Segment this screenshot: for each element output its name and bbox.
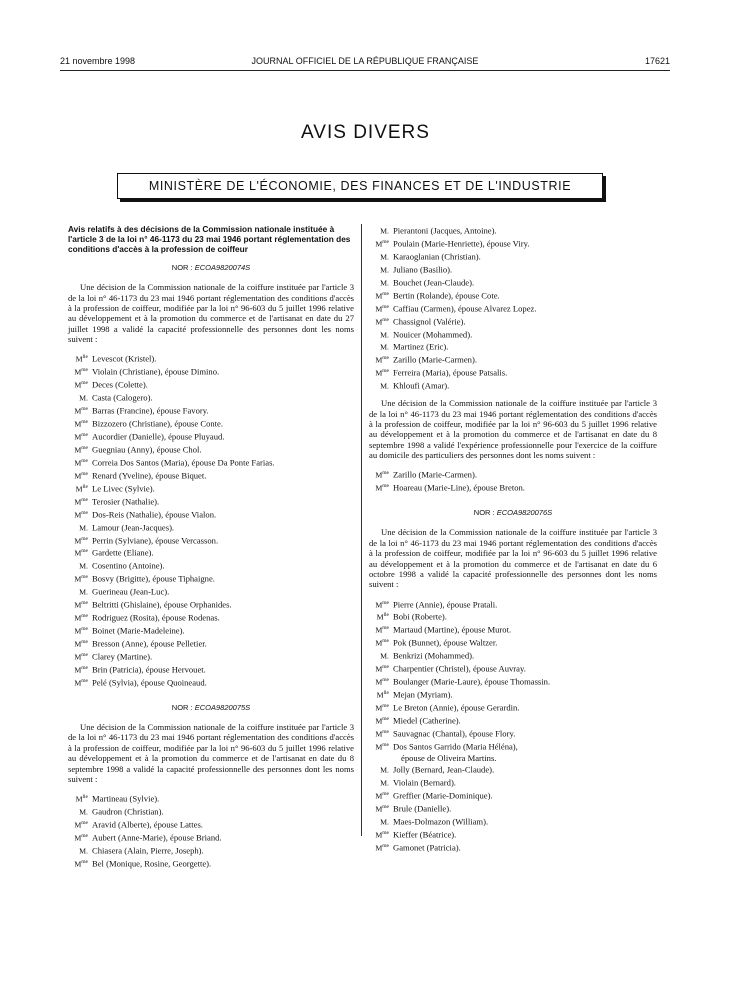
person-name: Dos-Reis (Nathalie), épouse Vialon. [92, 509, 217, 520]
person-name: Martaud (Martine), épouse Murot. [393, 625, 512, 635]
person-name: Perrin (Sylviane), épouse Vercasson. [92, 535, 219, 546]
civility-title: $M^{me}$ [375, 842, 389, 853]
civility-title: M. [380, 265, 389, 275]
civility-title: $M^{lle}$ [75, 483, 88, 494]
civility-title: $M^{me}$ [74, 419, 88, 429]
nor-reference-1: NOR : ECOA9820074S [171, 263, 251, 272]
person-name: Bertin (Rolande), épouse Cote. [393, 290, 500, 301]
civility-title: $M^{me}$ [375, 483, 389, 493]
name-list-4 [369, 598, 657, 854]
civility-title: $M^{me}$ [74, 432, 88, 442]
civility-title: M. [380, 778, 389, 788]
list-item [68, 831, 354, 844]
civility-title: $M^{lle}$ [75, 794, 88, 804]
civility-title: M. [79, 587, 88, 597]
decision-text-1: Une décision de la Commission nationale de la coiffure instituée par l'article 3 de la loi n° 46-1173 du 23 mai 1946 portant réglementation des conditions d'accès à la profession de coiffeur, modifiée par la loi n° 96-603 du 5 juillet 1996 relative au développement et à la promotion du commerce et de l'artisanat en date du 27 juillet 1998 a validé la capacité professionnelle des personnes dont les noms suivent : [68, 282, 354, 345]
person-name: Renard (Yveline), épouse Biquet. [92, 470, 207, 481]
list-item [369, 353, 657, 366]
list-item [369, 468, 657, 481]
person-name: Mejan (Myriam). [393, 689, 453, 700]
person-name: Pok (Bunnet), épouse Waltzer. [393, 637, 498, 648]
ministry-box: MINISTÈRE DE L'ÉCONOMIE, DES FINANCES ET DE L'INDUSTRIE [117, 173, 603, 199]
civility-title: M. [380, 252, 389, 262]
civility-title: $M^{me}$ [74, 613, 88, 623]
civility-title: M. [79, 562, 88, 571]
list-item [68, 650, 354, 663]
list-item [369, 263, 657, 276]
civility-title: M. [380, 381, 389, 391]
civility-title: $M^{me}$ [375, 791, 389, 801]
civility-title: M. [380, 817, 389, 827]
list-item [369, 802, 657, 815]
list-item [68, 378, 354, 391]
civility-title: $M^{me}$ [375, 728, 389, 739]
journal-title: JOURNAL OFFICIEL DE LA RÉPUBLIQUE FRANÇAISE [251, 56, 479, 66]
list-item [369, 224, 657, 237]
person-name: Bresson (Anne), épouse Pelletier. [92, 638, 207, 649]
list-item [68, 391, 354, 404]
person-name: Hoareau (Marie-Line), épouse Breton. [393, 482, 525, 493]
list-item [369, 714, 657, 727]
civility-title: $M^{me}$ [375, 599, 389, 610]
person-name: Chassignol (Valérie). [393, 316, 466, 327]
person-name: Benkrizi (Mohammed). [393, 650, 475, 661]
civility-title: M. [380, 651, 389, 661]
list-item [369, 379, 657, 392]
civility-title: $M^{me}$ [74, 406, 88, 416]
civility-title: M. [79, 523, 88, 533]
decision-text-3: Une décision de la Commission nationale de la coiffure instituée par l'article 3 de la loi n° 46-1173 du 23 mai 1946 portant réglementation des conditions d'accès à la profession de coiffeur, modifiée par la loi n° 96-603 du 5 juillet 1996 relative au développement et à la promotion du commerce et de l'artisanat en date du 8 septembre 1998 a validé l'expérience professionnelle pour l'exercice de la coiffure au domicile des particuliers des personnes dont les noms suivent : [369, 398, 657, 460]
list-item [369, 250, 657, 263]
civility-title: $M^{me}$ [375, 829, 389, 840]
person-name: Aubert (Anne-Marie), épouse Briand. [92, 832, 222, 843]
person-name: Casta (Calogero). [92, 392, 153, 403]
person-name: Karaoglanian (Christian). [393, 251, 481, 262]
civility-title: $M^{me}$ [375, 355, 389, 365]
civility-title: $M^{me}$ [74, 626, 88, 636]
list-item [68, 469, 354, 482]
person-name: Aravid (Alberte), épouse Lattes. [92, 819, 203, 830]
person-name: Le Breton (Annie), épouse Gerardin. [393, 702, 520, 713]
list-item [369, 740, 657, 753]
list-item [369, 727, 657, 740]
person-name: Khloufi (Amar). [393, 380, 450, 391]
civility-title: $M^{me}$ [74, 496, 88, 507]
list-item [369, 828, 657, 841]
list-item [369, 610, 657, 623]
civility-title: $M^{me}$ [375, 625, 389, 635]
person-name: Pierre (Annie), épouse Pratali. [393, 599, 498, 610]
list-item [68, 663, 354, 676]
name-list-1 [68, 352, 354, 688]
list-item [369, 289, 657, 302]
list-item [68, 456, 354, 469]
list-item [68, 482, 354, 495]
column-divider [361, 224, 362, 836]
list-item [369, 815, 657, 828]
civility-title: $M^{me}$ [375, 677, 389, 687]
person-name: Rodriguez (Rosita), épouse Rodenas. [92, 612, 220, 623]
civility-title: M. [79, 807, 88, 817]
list-item [68, 352, 354, 365]
person-name: Clarey (Martine). [92, 651, 153, 662]
civility-title: $M^{me}$ [74, 535, 88, 546]
list-item [68, 534, 354, 547]
list-item [68, 624, 354, 637]
civility-title: $M^{me}$ [375, 470, 389, 480]
civility-title: $M^{me}$ [375, 703, 389, 713]
list-item [369, 789, 657, 802]
person-name: Kieffer (Béatrice). [393, 829, 457, 840]
person-name: Nouicer (Mohammed). [393, 329, 473, 340]
list-item [68, 559, 354, 572]
issue-date: 21 novembre 1998 [60, 56, 136, 66]
civility-title: $M^{me}$ [74, 457, 88, 468]
person-name: Pelé (Sylvia), épouse Quoineaud. [92, 677, 207, 688]
person-name: Greffier (Marie-Dominique). [393, 790, 493, 801]
person-name: Le Livec (Sylvie). [92, 483, 155, 494]
list-item [369, 315, 657, 328]
person-name: Brule (Danielle). [393, 803, 452, 814]
civility-title: $M^{me}$ [375, 638, 389, 648]
list-item [68, 508, 354, 521]
person-name: Violain (Bernard). [393, 777, 456, 788]
civility-title: $M^{me}$ [375, 316, 389, 327]
person-name: Chiasera (Alain, Pierre, Joseph). [92, 845, 204, 856]
list-item [369, 623, 657, 636]
person-name: Guegniau (Anny), épouse Chol. [92, 444, 202, 455]
nor-reference-2: NOR : ECOA9820075S [171, 702, 251, 712]
list-item [68, 404, 354, 417]
list-item [68, 637, 354, 650]
list-item [68, 443, 354, 456]
person-name: Juliano (Basilio). [393, 264, 453, 275]
person-name: Levescot (Kristel). [92, 354, 157, 364]
civility-title: $M^{lle}$ [376, 612, 389, 623]
list-item [68, 857, 354, 870]
civility-title: $M^{me}$ [74, 858, 88, 869]
list-item [68, 818, 354, 831]
civility-title: $M^{me}$ [74, 470, 88, 481]
list-item [68, 495, 354, 508]
civility-title: $M^{me}$ [74, 380, 88, 390]
list-item [369, 276, 657, 289]
person-name: Miedel (Catherine). [393, 715, 461, 726]
list-item [68, 585, 354, 598]
list-item [369, 649, 657, 662]
person-name: Bosvy (Brigitte), épouse Tiphaigne. [92, 573, 215, 584]
person-name: Deces (Colette). [92, 379, 148, 390]
list-item [68, 676, 354, 689]
person-name: Bouchet (Jean-Claude). [393, 277, 475, 288]
civility-title: $M^{me}$ [74, 600, 88, 610]
civility-title: $M^{me}$ [375, 303, 389, 314]
person-name: Lamour (Jean-Jacques). [92, 522, 175, 533]
person-name: Correia Dos Santos (Maria), épouse Da Ponte Farias. [92, 457, 275, 468]
person-name: Terosier (Nathalie). [92, 496, 160, 507]
list-item [369, 763, 657, 776]
person-name: Bel (Monique, Rosine, Georgette). [92, 858, 212, 869]
person-name: Zarillo (Marie-Carmen). [393, 469, 477, 480]
list-item [369, 481, 657, 494]
list-item [68, 521, 354, 534]
civility-title: M. [79, 393, 88, 403]
header-rule [60, 70, 670, 71]
nor-reference-4: NOR : ECOA9820076S [473, 508, 553, 518]
person-name: Caffiau (Carmen), épouse Alvarez Lopez. [393, 303, 537, 314]
list-item [369, 841, 657, 854]
civility-title: $M^{me}$ [74, 367, 88, 377]
list-item [369, 340, 657, 353]
person-name: Brin (Patricia), épouse Hervouet. [92, 664, 206, 675]
person-name: Bobi (Roberte). [393, 612, 447, 623]
person-name: Zarillo (Marie-Carmen). [393, 354, 477, 365]
civility-title: $M^{lle}$ [75, 354, 88, 364]
person-name: Gardette (Eliane). [92, 548, 154, 559]
list-item [369, 598, 657, 611]
person-name: Gamonet (Patricia). [393, 842, 461, 853]
person-name: Cosentino (Antoine). [92, 561, 165, 571]
person-name: Barras (Francine), épouse Favory. [92, 405, 209, 416]
civility-title: $M^{me}$ [375, 368, 389, 378]
person-name: Martineau (Sylvie). [92, 793, 160, 804]
civility-title: M. [380, 226, 389, 236]
list-item [369, 302, 657, 315]
person-name: Maes-Dolmazon (William). [393, 816, 489, 827]
civility-title: M. [380, 343, 389, 353]
civility-title: M. [380, 765, 389, 775]
running-header [60, 56, 670, 70]
civility-title: $M^{lle}$ [376, 690, 389, 700]
decision-text-4: Une décision de la Commission nationale de la coiffure instituée par l'article 3 de la loi n° 46-1173 du 23 mai 1946 portant réglementation des conditions d'accès à la profession de coiffeur, modifiée par la loi n° 96-603 du 5 juillet 1996 relative au développement et à la promotion du commerce et de l'artisanat en date du 6 octobre 1998 a validé la capacité professionnelle des personnes dont les noms suivent : [369, 527, 657, 590]
civility-title: $M^{me}$ [74, 639, 88, 649]
civility-title: $M^{me}$ [375, 238, 389, 249]
person-name: Aucordier (Danielle), épouse Pluyaud. [92, 431, 225, 442]
person-name: Violain (Christiane), épouse Dimino. [92, 366, 220, 377]
person-name: Pierantoni (Jacques, Antoine). [393, 225, 497, 236]
list-item [369, 636, 657, 649]
list-item [369, 237, 657, 250]
person-name: Martinez (Eric). [393, 342, 449, 353]
name-list-2a [68, 792, 354, 870]
name-list-3 [369, 468, 657, 494]
list-item [68, 611, 354, 624]
civility-title: M. [380, 278, 389, 288]
person-name: Beltritti (Ghislaine), épouse Orphanides. [92, 599, 232, 610]
civility-title: $M^{me}$ [74, 509, 88, 520]
list-item [68, 365, 354, 378]
article-title: Avis relatifs à des décisions de la Commission nationale instituée à l'article 3 de la loi n° 46-1173 du 23 mai 1946 portant réglementation des conditions d'accès à la profession de coiffeur [68, 224, 351, 254]
person-name: Bizzozero (Christiane), épouse Conte. [92, 418, 224, 429]
civility-title: $M^{me}$ [375, 664, 389, 674]
page-number: 17621 [644, 56, 670, 66]
person-name: Dos Santos Garrido (Maria Héléna), [393, 741, 518, 752]
section-title: AVIS DIVERS [301, 122, 430, 143]
person-name: Jolly (Bernard, Jean-Claude). [393, 764, 495, 775]
list-item-continuation: épouse de Oliveira Martins. [401, 752, 497, 763]
civility-title: $M^{me}$ [74, 820, 88, 830]
person-name: Poulain (Marie-Henriette), épouse Viry. [393, 238, 530, 249]
person-name: Charpentier (Christel), épouse Auvray. [393, 663, 526, 674]
civility-title: $M^{me}$ [375, 715, 389, 726]
list-item [369, 701, 657, 714]
civility-title: $M^{me}$ [74, 833, 88, 843]
list-item [68, 598, 354, 611]
left-column [68, 224, 354, 870]
list-item [369, 366, 657, 379]
civility-title: $M^{me}$ [74, 664, 88, 675]
civility-title: M. [380, 330, 389, 340]
civility-title: M. [79, 846, 88, 856]
list-item [68, 546, 354, 559]
civility-title: $M^{me}$ [375, 290, 389, 301]
person-name: Gaudron (Christian). [92, 806, 164, 817]
list-item [369, 776, 657, 789]
name-list-2b [369, 224, 657, 392]
person-name: Ferreira (Maria), épouse Patsalis. [393, 367, 508, 378]
civility-title: $M^{me}$ [74, 574, 88, 584]
person-name: Boinet (Marie-Madeleine). [92, 625, 185, 636]
list-item [68, 805, 354, 818]
civility-title: $M^{me}$ [74, 677, 88, 688]
decision-text-2: Une décision de la Commission nationale de la coiffure instituée par l'article 3 de la loi n° 46-1173 du 23 mai 1946 portant réglementation des conditions d'accès à la profession de coiffeur, modifiée par la loi n° 96-603 du 5 juillet 1996 relative au développement et à la promotion du commerce et de l'artisanat en date du 8 septembre 1998 a validé la capacité professionnelle des personnes dont les noms suivent : [68, 722, 354, 784]
civility-title: $M^{me}$ [74, 548, 88, 559]
person-name: Guerineau (Jean-Luc). [92, 586, 170, 597]
list-item [68, 792, 354, 805]
list-item [369, 328, 657, 341]
right-column [369, 224, 657, 854]
list-item [68, 430, 354, 443]
civility-title: $M^{me}$ [375, 741, 389, 752]
list-item [68, 417, 354, 430]
list-item [369, 662, 657, 675]
list-item [369, 675, 657, 688]
civility-title: $M^{me}$ [74, 444, 88, 455]
person-name: Sauvagnac (Chantal), épouse Flory. [393, 728, 516, 739]
person-name: Boulanger (Marie-Laure), épouse Thomassin. [393, 676, 551, 687]
civility-title: $M^{me}$ [74, 651, 88, 662]
list-item [369, 688, 657, 701]
list-item [68, 572, 354, 585]
civility-title: $M^{me}$ [375, 803, 389, 814]
list-item [68, 844, 354, 857]
